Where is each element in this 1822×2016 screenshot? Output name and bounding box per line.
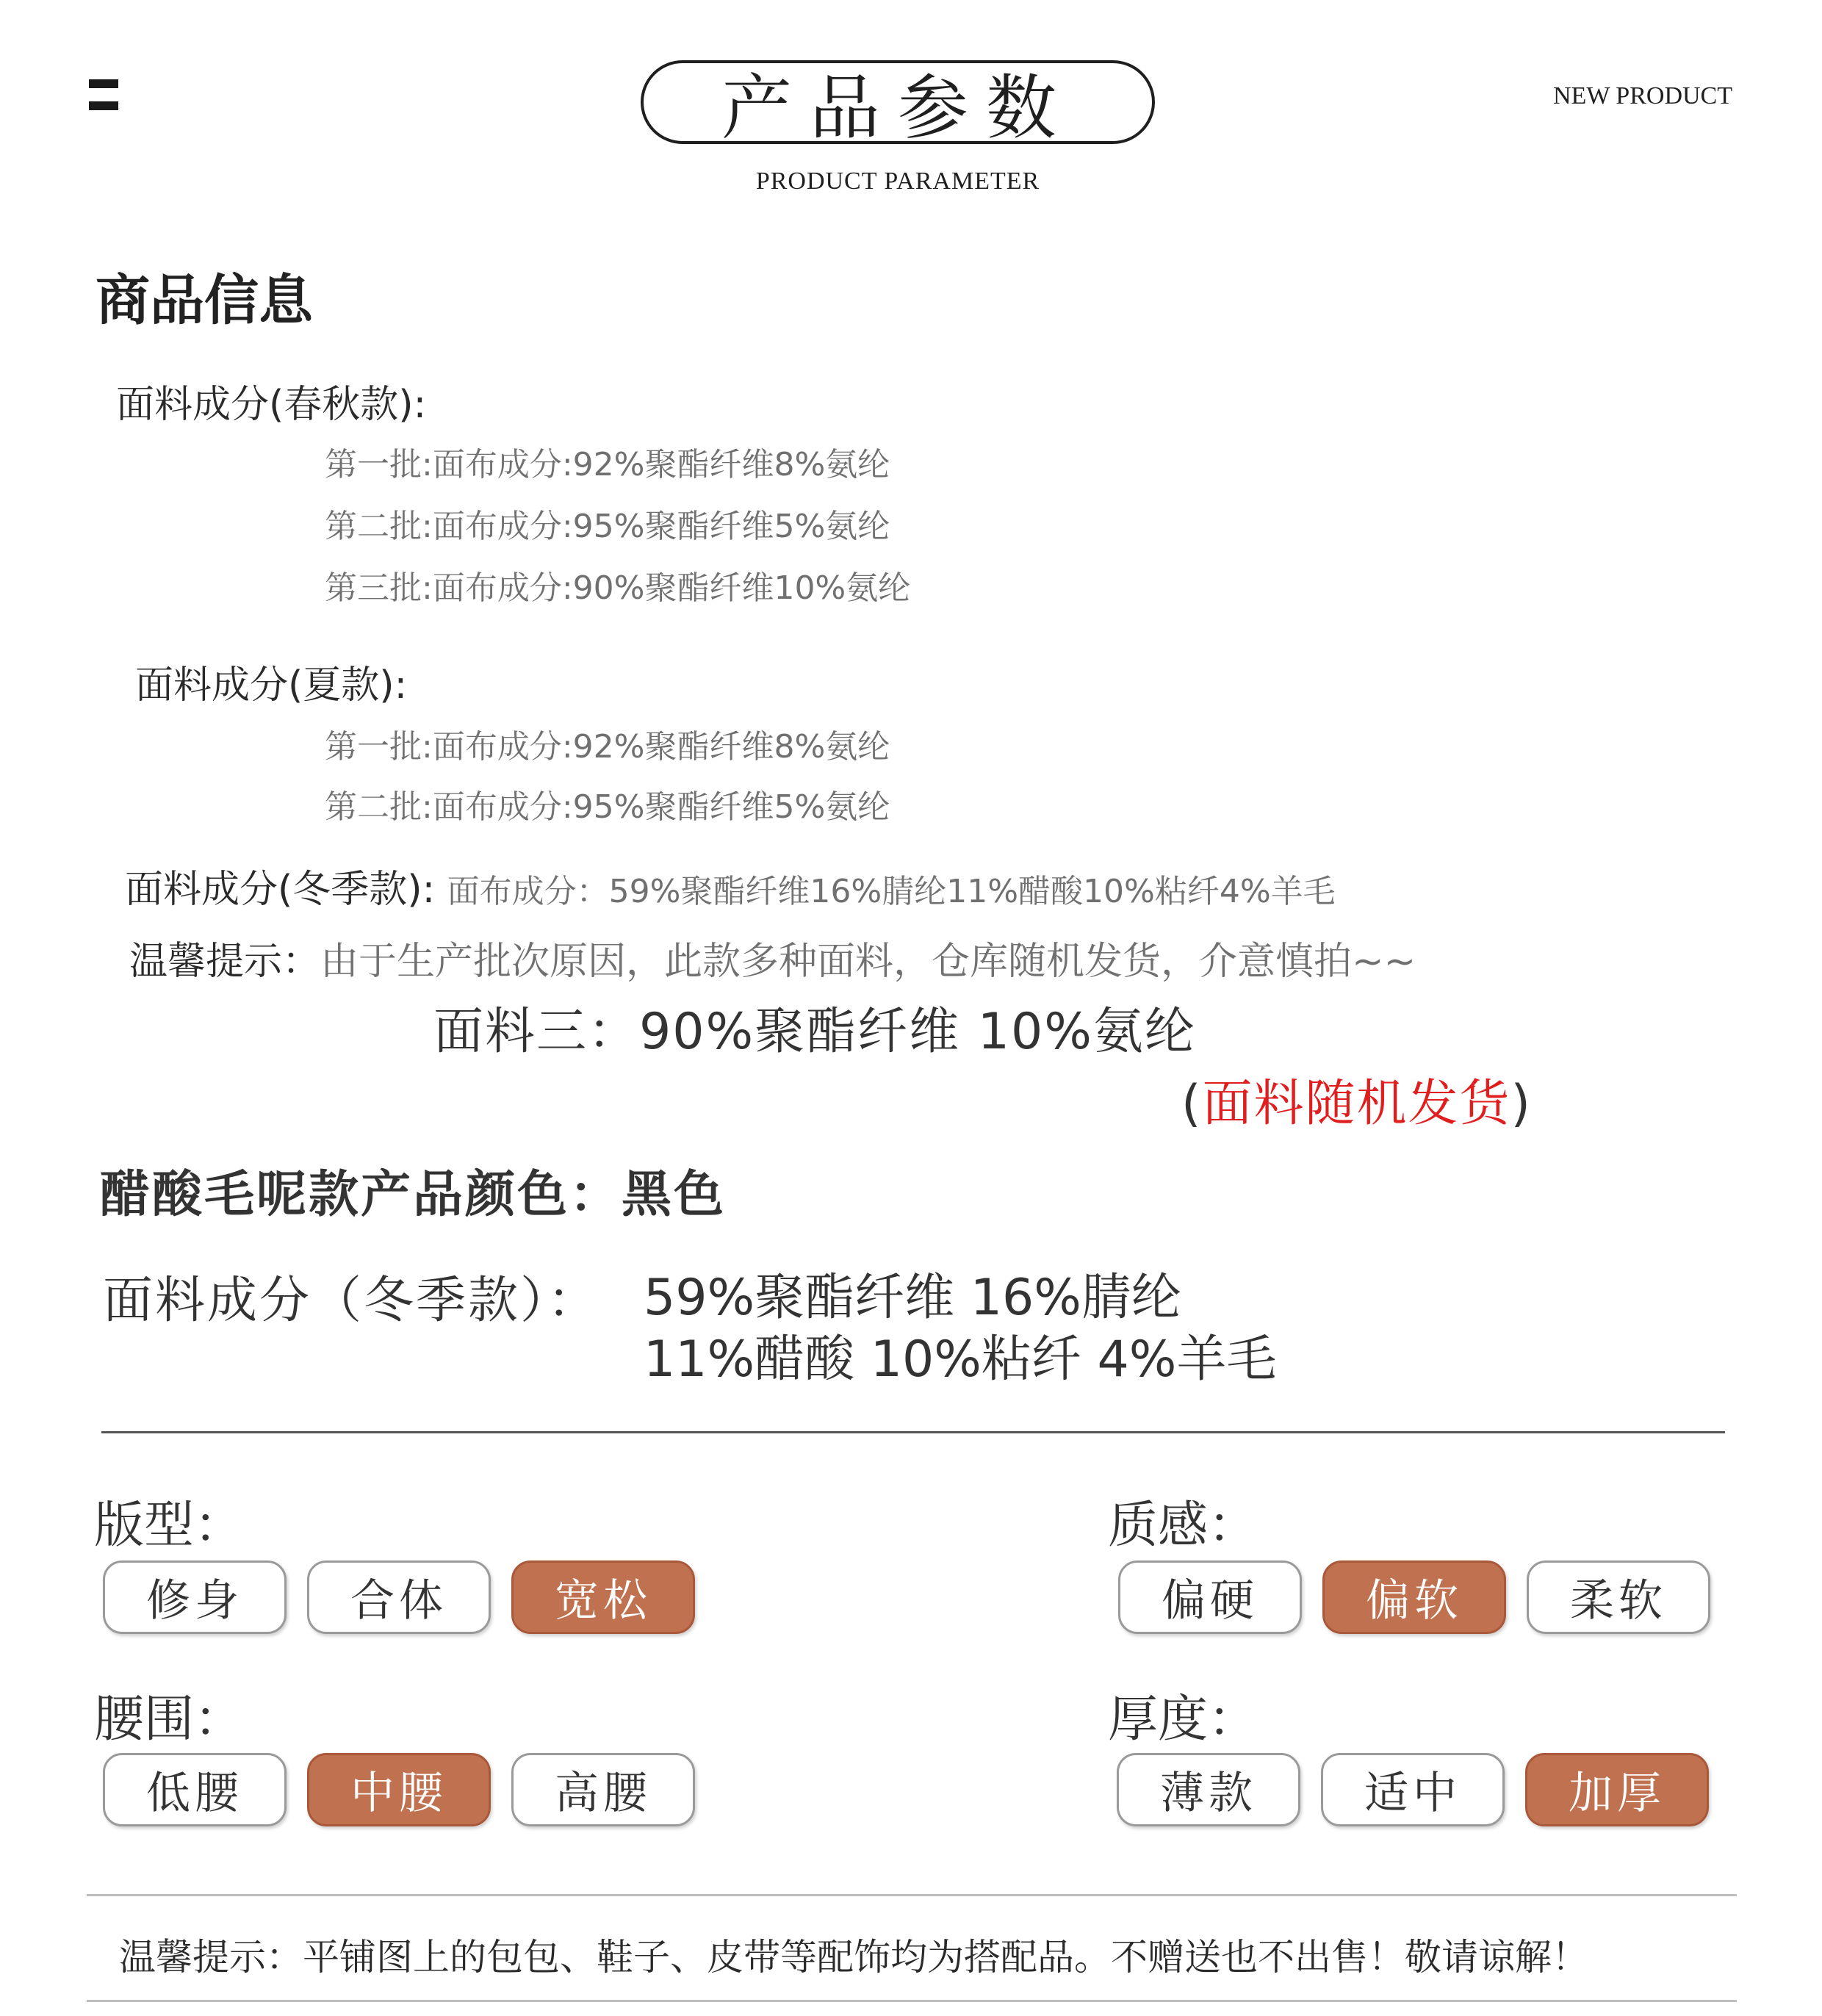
bottom-note: 温馨提示：平铺图上的包包、鞋子、皮带等配饰均为搭配品。不赠送也不出售！敬请谅解！ (119, 1936, 1588, 1979)
spring-autumn-batch-2: 第二批:面布成分:95%聚酯纤维5%氨纶 (325, 508, 890, 545)
waist-label: 腰围： (94, 1691, 245, 1749)
composition-label: 面料成分（冬季款）： (103, 1272, 600, 1330)
fit-option-slim[interactable]: 修身 (103, 1560, 287, 1634)
thickness-label: 厚度： (1108, 1691, 1259, 1749)
waist-option-low[interactable]: 低腰 (103, 1753, 287, 1826)
texture-option-stiff[interactable]: 偏硬 (1118, 1560, 1302, 1634)
winter-label: 面料成分(冬季款): (125, 868, 436, 912)
color-value: 黑色 (622, 1166, 727, 1224)
random-shipping-note: (面料随机发货) (1181, 1075, 1533, 1133)
bottom-rule-bottom (87, 2000, 1737, 2002)
divider (101, 1431, 1725, 1433)
waist-option-high[interactable]: 高腰 (511, 1753, 695, 1826)
texture-label: 质感： (1108, 1497, 1259, 1555)
fit-label: 版型： (94, 1497, 245, 1555)
winter-value: 面布成分：59%聚酯纤维16%腈纶11%醋酸10%粘纤4%羊毛 (447, 873, 1336, 910)
texture-option-very-soft[interactable]: 柔软 (1527, 1560, 1710, 1634)
fit-option-regular[interactable]: 合体 (307, 1560, 491, 1634)
thickness-option-thin[interactable]: 薄款 (1117, 1753, 1300, 1826)
summer-label: 面料成分(夏款): (135, 663, 408, 708)
composition-line-1: 59%聚酯纤维 16%腈纶 (644, 1269, 1181, 1327)
summer-batch-2: 第二批:面布成分:95%聚酯纤维5%氨纶 (325, 788, 890, 826)
summer-batch-1: 第一批:面布成分:92%聚酯纤维8%氨纶 (325, 728, 890, 766)
color-label: 醋酸毛呢款产品颜色： (100, 1166, 622, 1224)
bottom-rule-top (87, 1894, 1737, 1896)
composition-line-2: 11%醋酸 10%粘纤 4%羊毛 (644, 1331, 1277, 1389)
spring-autumn-batch-1: 第一批:面布成分:92%聚酯纤维8%氨纶 (325, 446, 890, 483)
spring-autumn-label: 面料成分(春秋款): (116, 383, 427, 427)
fabric-three: 面料三：90%聚酯纤维 10%氨纶 (433, 1003, 1196, 1061)
random-shipping-text: 面料随机发货 (1202, 1075, 1511, 1133)
menu-icon (89, 79, 118, 112)
page-subtitle: PRODUCT PARAMETER (755, 168, 1040, 195)
texture-option-soft[interactable]: 偏软 (1322, 1560, 1506, 1634)
waist-option-mid[interactable]: 中腰 (307, 1753, 491, 1826)
winter-composition (125, 858, 1336, 913)
thickness-option-thick[interactable]: 加厚 (1525, 1753, 1709, 1826)
section-title: 商品信息 (96, 269, 313, 332)
product-color (100, 1155, 726, 1226)
tip-line (129, 930, 1416, 985)
tip-label: 温馨提示： (129, 940, 321, 984)
fit-option-loose[interactable]: 宽松 (511, 1560, 695, 1634)
page-title: 产品参数 (641, 60, 1155, 144)
new-product-tag: NEW PRODUCT (1553, 82, 1732, 109)
thickness-option-medium[interactable]: 适中 (1321, 1753, 1505, 1826)
spring-autumn-batch-3: 第三批:面布成分:90%聚酯纤维10%氨纶 (325, 569, 911, 607)
tip-value: 由于生产批次原因，此款多种面料，仓库随机发货，介意慎拍~~ (320, 940, 1416, 984)
